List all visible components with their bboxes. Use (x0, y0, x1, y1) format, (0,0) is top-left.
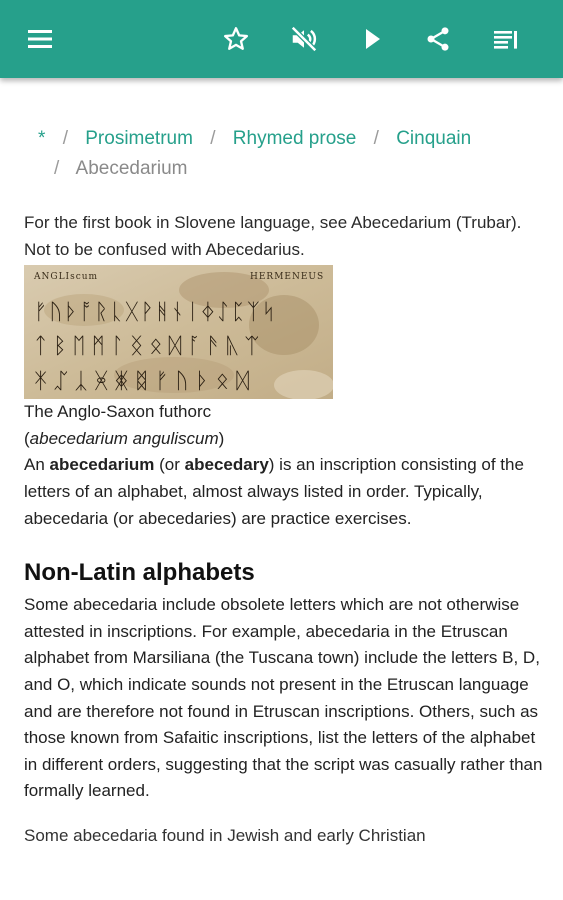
hatnote-slovene[interactable]: For the first book in Slovene language, see Abecedarium (Trubar). (24, 213, 522, 232)
breadcrumb-separator: / (62, 128, 68, 149)
play-icon[interactable] (352, 19, 392, 59)
breadcrumb-row (24, 124, 544, 154)
rune-row: ᚠᚢᚦᚩᚱᚳᚷᚹᚻᚾᛁᛄᛇᛈᛉᛋ (34, 300, 278, 326)
next-paragraph: Some abecedaria found in Jewish and early Christian (24, 825, 426, 845)
mute-icon[interactable] (284, 19, 324, 59)
star-icon[interactable] (216, 19, 256, 59)
section-paragraph: Some abecedaria include obsolete letters which are not otherwise attested in inscriptions. For example, abecedaria in the Etruscan alphabet from Marsiliana (the Tuscana town) include the letters B, D, and O, which indicate sounds not present in the Etruscan language and are therefore not found in Etruscan inscriptions. Others, such as those known from Safaitic inscriptions, list the letters of the alphabet in different orders, suggesting that the script was casually rather than formally learned. (24, 595, 543, 801)
playlist-icon[interactable] (486, 19, 526, 59)
breadcrumb-separator: / (210, 128, 216, 149)
breadcrumb-item-rhymed-prose[interactable]: Rhymed prose (232, 128, 357, 149)
rune-row: ᛏᛒᛖᛗᛚᛝᛟᛞᚪᚫᚣᛠ (34, 334, 265, 360)
breadcrumb-item-cinquain[interactable]: Cinquain (396, 128, 472, 149)
image-caption: The Anglo-Saxon futhorc (abecedarium anguliscum) (24, 402, 225, 448)
section-heading: Non-Latin alphabets (24, 559, 255, 587)
breadcrumb-home[interactable]: * (38, 128, 46, 149)
intro-text: An (24, 455, 50, 475)
app-toolbar (0, 0, 563, 78)
term-abecedary: abecedary (184, 455, 269, 475)
breadcrumb-separator: / (373, 128, 379, 149)
breadcrumb-row (24, 154, 544, 184)
breadcrumb-separator: / (54, 158, 60, 179)
term-abecedarium: abecedarium (49, 455, 155, 475)
menu-icon[interactable] (20, 19, 60, 59)
intro-text: ) is an inscription consisting of the letters of an alphabet, almost always listed in order. Typically, abecedaria (or abecedaries) are practice exercises. (24, 455, 524, 528)
hatnote-abecedarius[interactable]: Not to be confused with Abecedarius. (24, 239, 305, 259)
caption-latin: abecedarium anguliscum (29, 428, 219, 448)
intro-text: (or (154, 455, 185, 475)
breadcrumb-item-prosimetrum[interactable]: Prosimetrum (85, 128, 193, 149)
breadcrumb-current: Abecedarium (75, 158, 188, 179)
caption-title: The Anglo-Saxon futhorc (24, 402, 212, 422)
rune-row: ᛡᛢᛣᚸᛤᛥᚠᚢᚦᛟᛞ (34, 369, 257, 395)
breadcrumb (24, 124, 544, 184)
intro-paragraph (24, 452, 544, 532)
share-icon[interactable] (418, 19, 458, 59)
image-header-right: HERMENEUS (250, 272, 325, 283)
article-body (24, 210, 544, 850)
image-header-left: ANGLIscum (34, 272, 99, 283)
futhorc-inscription-image[interactable] (24, 265, 333, 399)
